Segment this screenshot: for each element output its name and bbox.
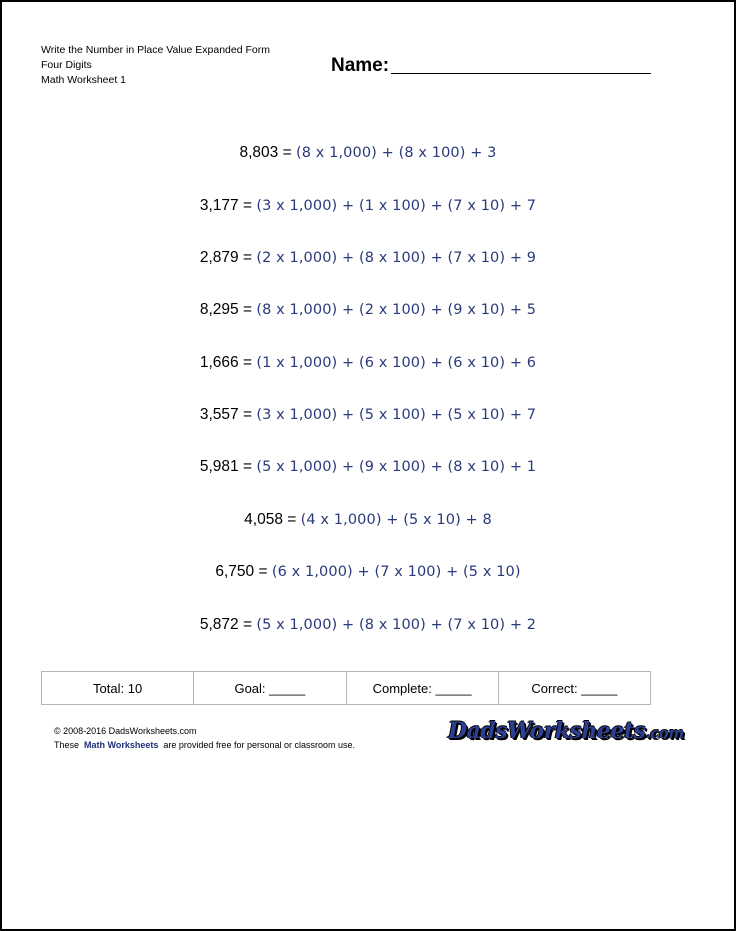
equals-sign: = <box>287 511 301 528</box>
math-worksheets-link[interactable]: Math Worksheets <box>84 740 159 750</box>
problem-number: 2,879 <box>199 249 239 266</box>
worksheet-subtitle: Four Digits <box>41 59 92 71</box>
logo-main-text: DadsWorksheets <box>448 718 646 744</box>
problem-number: 5,981 <box>199 458 239 475</box>
name-field <box>331 55 651 77</box>
problem-row <box>0 197 736 215</box>
problem-row <box>0 563 736 581</box>
expanded-form-answer: (3 x 1,000) + (5 x 100) + (5 x 10) + 7 <box>256 407 537 423</box>
problem-number: 8,803 <box>239 144 279 161</box>
problem-row <box>0 406 736 424</box>
equals-sign: = <box>282 144 296 161</box>
equals-sign: = <box>242 249 257 266</box>
footer-text <box>54 724 355 752</box>
expanded-form-answer: (5 x 1,000) + (9 x 100) + (8 x 10) + 1 <box>256 459 537 475</box>
expanded-form-answer: (5 x 1,000) + (8 x 100) + (7 x 10) + 2 <box>256 617 537 633</box>
worksheet-header <box>41 43 270 88</box>
usage-note-prefix: These <box>54 740 80 750</box>
expanded-form-answer: (2 x 1,000) + (8 x 100) + (7 x 10) + 9 <box>256 250 537 266</box>
score-table <box>41 671 651 705</box>
expanded-form-answer: (1 x 1,000) + (6 x 100) + (6 x 10) + 6 <box>256 355 537 371</box>
expanded-form-answer: (8 x 1,000) + (2 x 100) + (9 x 10) + 5 <box>256 302 537 318</box>
problem-row <box>0 144 736 162</box>
usage-note <box>54 738 355 752</box>
score-goal: Goal: _____ <box>194 672 346 704</box>
problem-number: 4,058 <box>244 511 283 528</box>
expanded-form-answer: (6 x 1,000) + (7 x 100) + (5 x 10) <box>271 564 521 580</box>
problem-number: 1,666 <box>199 354 239 371</box>
usage-note-suffix: are provided free for personal or classroom use. <box>163 740 355 750</box>
problem-number: 8,295 <box>199 301 239 318</box>
name-blank-line <box>391 55 651 74</box>
dadsworksheets-logo[interactable] <box>448 718 684 744</box>
expanded-form-answer: (4 x 1,000) + (5 x 10) + 8 <box>300 512 492 528</box>
worksheet-number: Math Worksheet 1 <box>41 74 127 86</box>
equals-sign: = <box>258 563 272 580</box>
problem-number: 3,177 <box>199 197 239 214</box>
problem-row <box>0 249 736 267</box>
score-complete: Complete: _____ <box>347 672 499 704</box>
problem-row <box>0 301 736 319</box>
name-label: Name: <box>331 55 390 76</box>
problem-number: 5,872 <box>199 616 239 633</box>
logo-suffix-text: .com <box>645 724 684 742</box>
problem-number: 6,750 <box>215 563 255 580</box>
problem-row <box>0 616 736 634</box>
copyright-notice: © 2008-2016 DadsWorksheets.com <box>54 726 197 736</box>
problem-row <box>0 458 736 476</box>
equals-sign: = <box>242 458 257 475</box>
equals-sign: = <box>242 301 257 318</box>
worksheet-title: Write the Number in Place Value Expanded Form <box>41 44 270 56</box>
equals-sign: = <box>242 616 257 633</box>
equals-sign: = <box>242 406 257 423</box>
equals-sign: = <box>242 354 257 371</box>
score-correct: Correct: _____ <box>531 680 618 696</box>
problem-row <box>0 511 736 529</box>
equals-sign: = <box>242 197 257 214</box>
expanded-form-answer: (3 x 1,000) + (1 x 100) + (7 x 10) + 7 <box>256 198 537 214</box>
expanded-form-answer: (8 x 1,000) + (8 x 100) + 3 <box>295 145 497 161</box>
problem-number: 3,557 <box>199 406 239 423</box>
problem-row <box>0 354 736 372</box>
score-total: Total: 10 <box>42 672 194 704</box>
